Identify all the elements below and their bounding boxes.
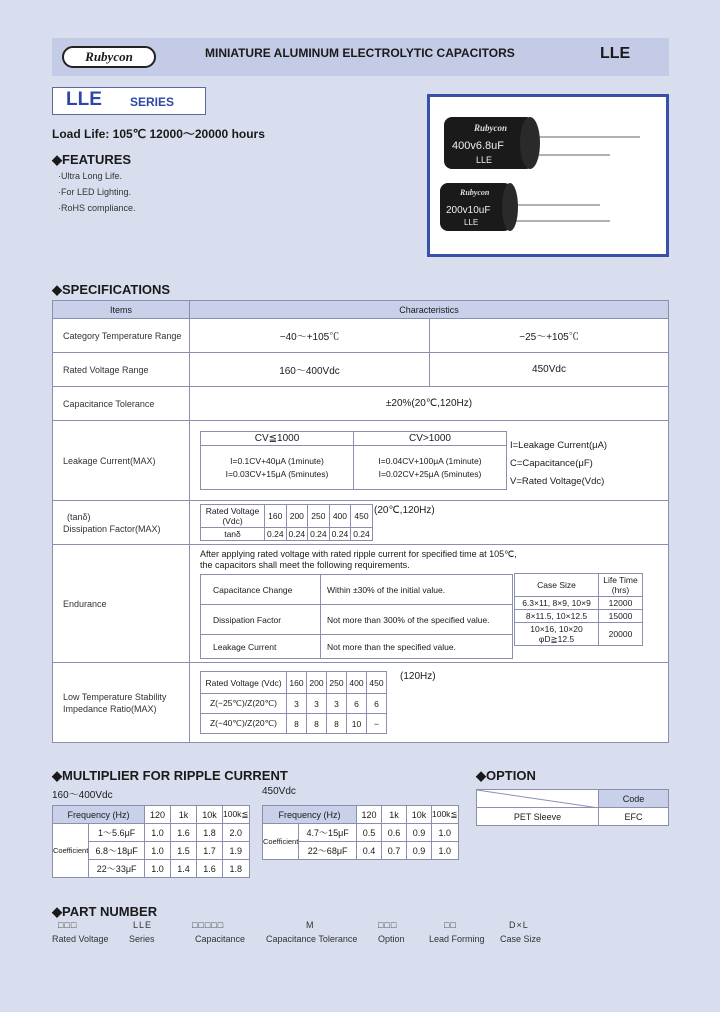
df-volt: 400 [329,505,351,528]
df-value: 0.24 [265,528,287,541]
df-volt: 250 [308,505,330,528]
diagonal-line [477,790,599,808]
pn-label: Rated Voltage [52,934,109,944]
mult1-val: 1.4 [171,860,197,878]
mult1-val: 1.0 [145,824,171,842]
mult2-freq-header: Frequency (Hz) [263,806,357,824]
mult1-cap: 22～33μF [89,860,145,878]
capacitor-image [430,97,666,254]
lts-rv-label: Rated Voltage (Vdc) [201,672,287,694]
pn-code: □□□ [58,920,78,930]
life-size: 10×16, 10×20 φD≧12.5 [515,623,599,646]
mult1-cap: 6.8～18μF [89,842,145,860]
mult1-freq: 1k [171,806,197,824]
multiplier-table-2 [262,805,459,860]
pn-code: D×L [509,920,529,930]
end-value: Not more than 300% of the specified value. [321,605,513,635]
mult1-val: 2.0 [223,824,250,842]
multiplier-table-1 [52,805,250,878]
lts-value: 8 [307,714,327,734]
pn-label: Series [129,934,155,944]
mult2-cap: 22～68μF [299,842,357,860]
spec-volt-1: 160～400Vdc [190,353,430,387]
endurance-text-2: the capacitors shall meet the following requirements. [200,560,410,570]
spec-temp-1: −40～+105℃ [190,319,430,353]
df-rv-label: Rated Voltage (Vdc) [201,505,265,528]
mult2-cap: 4.7～15μF [299,824,357,842]
lts-value: 3 [307,694,327,714]
leak-a2: I=0.03CV+15μA (5minutes) [225,468,329,479]
option-corner [477,790,599,808]
life-time: 12000 [599,597,643,610]
photo-cap1-label: 400v6.8uF [452,140,504,152]
end-value: Within ±30% of the initial value. [321,575,513,605]
leak-cv-large [354,446,507,490]
load-life: Load Life: 105℃ 12000～20000 hours [52,127,265,141]
lts-note: (120Hz) [400,671,436,682]
mult1-coef-label: Coefficient [53,824,89,878]
df-volt: 200 [286,505,308,528]
feature-item: ·RoHS compliance. [58,203,136,213]
mult1-val: 1.6 [197,860,223,878]
df-value: 0.24 [329,528,351,541]
spec-volt-2: 450Vdc [430,353,669,387]
pn-code: M [306,920,315,930]
lts-volt: 400 [347,672,367,694]
mult2-val: 0.9 [407,824,432,842]
leak-cv-small [201,446,354,490]
mult2-val: 0.9 [407,842,432,860]
lts-value: 6 [347,694,367,714]
series-code: LLE [600,45,631,62]
mult1-cap: 1～5.6μF [89,824,145,842]
mult2-val: 1.0 [432,824,459,842]
option-code-header: Code [599,790,669,808]
mult2-val: 0.4 [357,842,382,860]
lts-volt: 200 [307,672,327,694]
spec-label-voltage: Rated Voltage Range [53,353,190,387]
option-table [476,789,669,826]
photo-cap2-series: LLE [464,218,479,227]
mult2-freq: 100k≦ [432,806,459,824]
leak-notes [510,437,607,491]
endurance-text-1: After applying rated voltage with rated ripple current for specified time at 105℃, [200,549,517,559]
spec-header-items: Items [53,301,190,319]
life-time: 15000 [599,610,643,623]
mult2-val: 0.7 [382,842,407,860]
photo-cap1-series: LLE [476,155,493,165]
df-value: 0.24 [351,528,373,541]
mult-range-2: 450Vdc [262,786,296,797]
spec-header-characteristics: Characteristics [190,301,669,319]
df-label-tan: (tanδ) [67,511,91,522]
pn-label: Option [378,934,405,944]
endurance-table [200,574,513,659]
spec-leakage-cell [190,421,669,501]
mult-range-1: 160～400Vdc [52,790,113,801]
mult2-val: 0.5 [357,824,382,842]
endurance-text [200,549,668,571]
lts-table [200,671,387,734]
leak-note: I=Leakage Current(μA) [510,440,608,451]
life-size: 8×11.5, 10×12.5 [515,610,599,623]
specifications-title: ◆SPECIFICATIONS [52,282,171,297]
mult1-val: 1.7 [197,842,223,860]
life-header-time: Life Time (hrs) [599,574,643,597]
mult1-val: 1.0 [145,842,171,860]
lts-value: 8 [327,714,347,734]
product-photo [427,94,669,257]
mult2-freq: 1k [382,806,407,824]
lts-value: 10 [347,714,367,734]
mult1-val: 1.8 [197,824,223,842]
feature-item: ·Ultra Long Life. [58,171,123,181]
leak-note: V=Rated Voltage(Vdc) [510,476,605,487]
mult1-freq: 100k≦ [223,806,250,824]
lts-volt: 160 [287,672,307,694]
spec-lts-cell [190,663,669,743]
mult2-freq: 120 [357,806,382,824]
mult1-freq: 10k [197,806,223,824]
option-code: EFC [599,808,669,826]
lts-value: 6 [367,694,387,714]
lts-row-label: Z(−40℃)/Z(20℃) [201,714,287,734]
mult1-freq: 120 [145,806,171,824]
pn-label: Case Size [500,934,542,944]
life-time: 20000 [599,623,643,646]
spec-temp-2: −25～+105℃ [430,319,669,353]
df-note: (20℃,120Hz) [374,505,435,516]
pn-code: □□□ [378,920,398,930]
pn-label: Capacitance Tolerance [266,934,358,944]
end-item: Capacitance Change [201,575,321,605]
leak-b2: I=0.02CV+25μA (5minutes) [378,468,482,479]
spec-df-cell [190,501,669,545]
df-value: 0.24 [308,528,330,541]
lts-volt: 450 [367,672,387,694]
mult2-coef-label: Coefficient [263,824,299,860]
lts-value: 3 [287,694,307,714]
mult1-freq-header: Frequency (Hz) [53,806,145,824]
option-title: ◆OPTION [476,768,536,783]
spec-label-tolerance: Capacitance Tolerance [53,387,190,421]
lts-row-label: Z(−25℃)/Z(20℃) [201,694,287,714]
series-suffix: SERIES [130,95,175,109]
end-item: Dissipation Factor [201,605,321,635]
df-value: 0.24 [286,528,308,541]
rubycon-logo: Rubycon [62,46,156,68]
mult2-val: 0.6 [382,824,407,842]
pn-label: Capacitance [195,934,246,944]
mult2-val: 1.0 [432,842,459,860]
life-size: 6.3×11, 8×9, 10×9 [515,597,599,610]
spec-label-temp: Category Temperature Range [53,319,190,353]
df-table [200,504,373,541]
lts-value: 8 [287,714,307,734]
leak-note: C=Capacitance(μF) [510,458,593,469]
photo-brand-1: Rubycon [474,123,508,133]
mult1-val: 1.8 [223,860,250,878]
photo-brand-2: Rubycon [460,188,490,197]
df-tan-label: tanδ [201,528,265,541]
leak-b1: I=0.04CV+100μA (1minute) [378,455,482,466]
leak-h2: CV>1000 [354,432,507,446]
spec-label-endurance: Endurance [53,545,190,663]
feature-item: ·For LED Lighting. [58,187,132,197]
option-name: PET Sleeve [477,808,599,826]
lts-value: − [367,714,387,734]
mult1-val: 1.6 [171,824,197,842]
pn-code: □□ [444,920,457,930]
leakage-table [200,431,507,490]
life-table [514,573,643,646]
lts-label-1: Low Temperature Stability [63,691,167,702]
part-number-title: ◆PART NUMBER [52,904,158,919]
mult1-val: 1.5 [171,842,197,860]
features-title: ◆FEATURES [52,152,132,167]
spec-endurance-cell [190,545,669,663]
end-item: Leakage Current [201,635,321,659]
leak-h1: CV≦1000 [201,432,354,446]
spec-label-lts [53,663,190,743]
specifications-table [52,300,669,743]
life-header-size: Case Size [515,574,599,597]
lts-volt: 250 [327,672,347,694]
pn-code: □□□□□ [192,920,225,930]
multiplier-title: ◆MULTIPLIER FOR RIPPLE CURRENT [52,768,288,783]
df-label: Dissipation Factor(MAX) [63,523,161,534]
spec-tolerance: ±20%(20℃,120Hz) [190,387,669,421]
df-volt: 160 [265,505,287,528]
photo-cap2-label: 200v10uF [446,205,491,216]
lts-label-2: Impedance Ratio(MAX) [63,703,157,714]
mult1-val: 1.0 [145,860,171,878]
document-title: MINIATURE ALUMINUM ELECTROLYTIC CAPACITORS [205,46,515,60]
series-name: LLE [66,89,102,110]
df-volt: 450 [351,505,373,528]
leak-a1: I=0.1CV+40μA (1minute) [230,455,324,466]
mult1-val: 1.9 [223,842,250,860]
end-value: Not more than the specified value. [321,635,513,659]
lts-value: 3 [327,694,347,714]
spec-label-df [53,501,190,545]
mult2-freq: 10k [407,806,432,824]
pn-label: Lead Forming [429,934,485,944]
pn-code: LLE [133,920,153,930]
spec-label-leakage: Leakage Current(MAX) [53,421,190,501]
